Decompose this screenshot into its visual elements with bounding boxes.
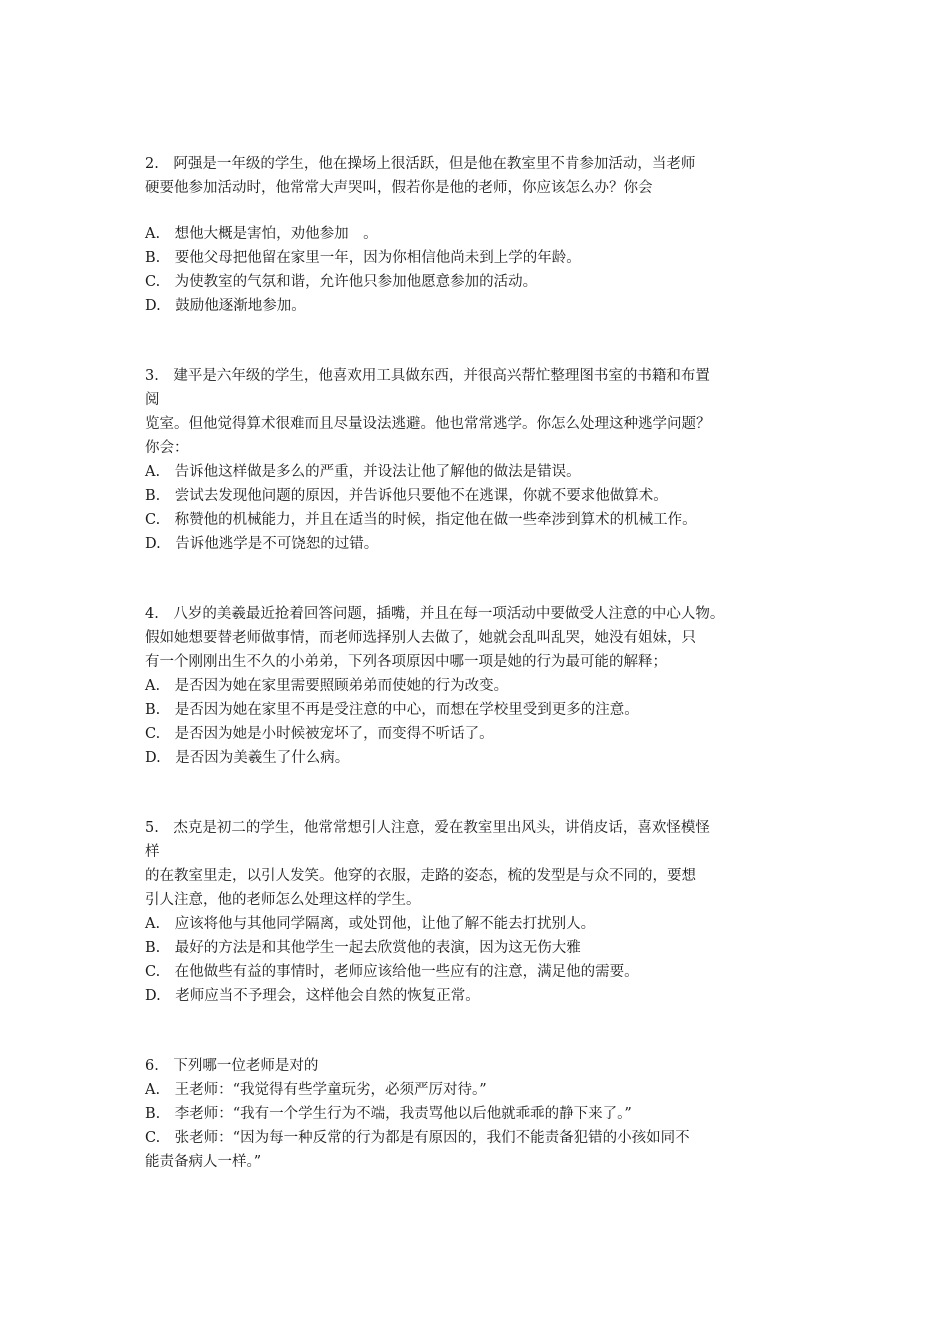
question-stem-line: 样 xyxy=(145,844,160,860)
document-page xyxy=(145,152,825,1174)
option-b: B. 要他父母把他留在家里一年，因为你相信他尚未到上学的年龄。 xyxy=(145,250,581,266)
question-stem-line: 的在教室里走，以引人发笑。他穿的衣服，走路的姿态，梳的发型是与众不同的，要想 xyxy=(145,868,696,884)
question-stem-line: 5. 杰克是初二的学生，他常常想引人注意，爱在教室里出风头，讲俏皮话，喜欢怪模怪 xyxy=(145,820,710,836)
question-stem-line: 2. 阿强是一年级的学生，他在操场上很活跃，但是他在教室里不肯参加活动，当老师 xyxy=(145,156,696,172)
option-c: C. 称赞他的机械能力，并且在适当的时候，指定他在做一些牵涉到算术的机械工作。 xyxy=(145,512,697,528)
option-b: B. 李老师：“我有一个学生行为不端，我责骂他以后他就乖乖的静下来了。” xyxy=(145,1106,632,1122)
option-b: B. 最好的方法是和其他学生一起去欣赏他的表演，因为这无伤大雅 xyxy=(145,940,581,956)
option-b: B. 是否因为她在家里不再是受注意的中心，而想在学校里受到更多的注意。 xyxy=(145,702,639,718)
question-4 xyxy=(145,602,825,770)
option-c: C. 张老师：“因为每一种反常的行为都是有原因的，我们不能责备犯错的小孩如同不 xyxy=(145,1130,690,1146)
question-6 xyxy=(145,1054,825,1174)
option-c: C. 为使教室的气氛和谐，允许他只参加他愿意参加的活动。 xyxy=(145,274,538,290)
question-stem-line: 硬要他参加活动时，他常常大声哭叫，假若你是他的老师，你应该怎么办？你会 xyxy=(145,180,653,196)
option-c-continued: 能责备病人一样。” xyxy=(145,1154,262,1170)
option-d: D. 是否因为美羲生了什么病。 xyxy=(145,750,350,766)
question-stem-line: 你会： xyxy=(145,440,189,456)
option-a: A. 想他大概是害怕，劝他参加 。 xyxy=(145,226,378,242)
option-d: D. 老师应当不予理会，这样他会自然的恢复正常。 xyxy=(145,988,480,1004)
question-stem-line: 引人注意，他的老师怎么处理这样的学生。 xyxy=(145,892,421,908)
question-stem-line: 览室。但他觉得算术很难而且尽量设法逃避。他也常常逃学。你怎么处理这种逃学问题？ xyxy=(145,416,711,432)
question-3 xyxy=(145,364,825,556)
option-a: A. 应该将他与其他同学隔离，或处罚他，让他了解不能去打扰别人。 xyxy=(145,916,596,932)
question-stem-line: 阅 xyxy=(145,392,160,408)
question-stem-line: 假如她想要替老师做事情，而老师选择别人去做了，她就会乱叫乱哭，她没有姐妹，只 xyxy=(145,630,696,646)
option-d: D. 告诉他逃学是不可饶恕的过错。 xyxy=(145,536,379,552)
option-b: B. 尝试去发现他问题的原因，并告诉他只要他不在逃课，你就不要求他做算术。 xyxy=(145,488,668,504)
option-c: C. 是否因为她是小时候被宠坏了，而变得不听话了。 xyxy=(145,726,494,742)
option-a: A. 王老师：“我觉得有些学童玩劣，必须严厉对待。” xyxy=(145,1082,487,1098)
option-d: D. 鼓励他逐渐地参加。 xyxy=(145,298,306,314)
question-stem-line: 6. 下列哪一位老师是对的 xyxy=(145,1058,319,1074)
question-5 xyxy=(145,816,825,1008)
option-c: C. 在他做些有益的事情时，老师应该给他一些应有的注意，满足他的需要。 xyxy=(145,964,639,980)
option-a: A. 告诉他这样做是多么的严重，并设法让他了解他的做法是错误。 xyxy=(145,464,581,480)
question-2 xyxy=(145,152,825,318)
question-stem-line: 3. 建平是六年级的学生，他喜欢用工具做东西，并很高兴帮忙整理图书室的书籍和布置 xyxy=(145,368,710,384)
question-stem-line: 4. 八岁的美羲最近抢着回答问题，插嘴，并且在每一项活动中要做受人注意的中心人物。 xyxy=(145,606,725,622)
option-a: A. 是否因为她在家里需要照顾弟弟而使她的行为改变。 xyxy=(145,678,509,694)
question-stem-line: 有一个刚刚出生不久的小弟弟，下列各项原因中哪一项是她的行为最可能的解释； xyxy=(145,654,667,670)
